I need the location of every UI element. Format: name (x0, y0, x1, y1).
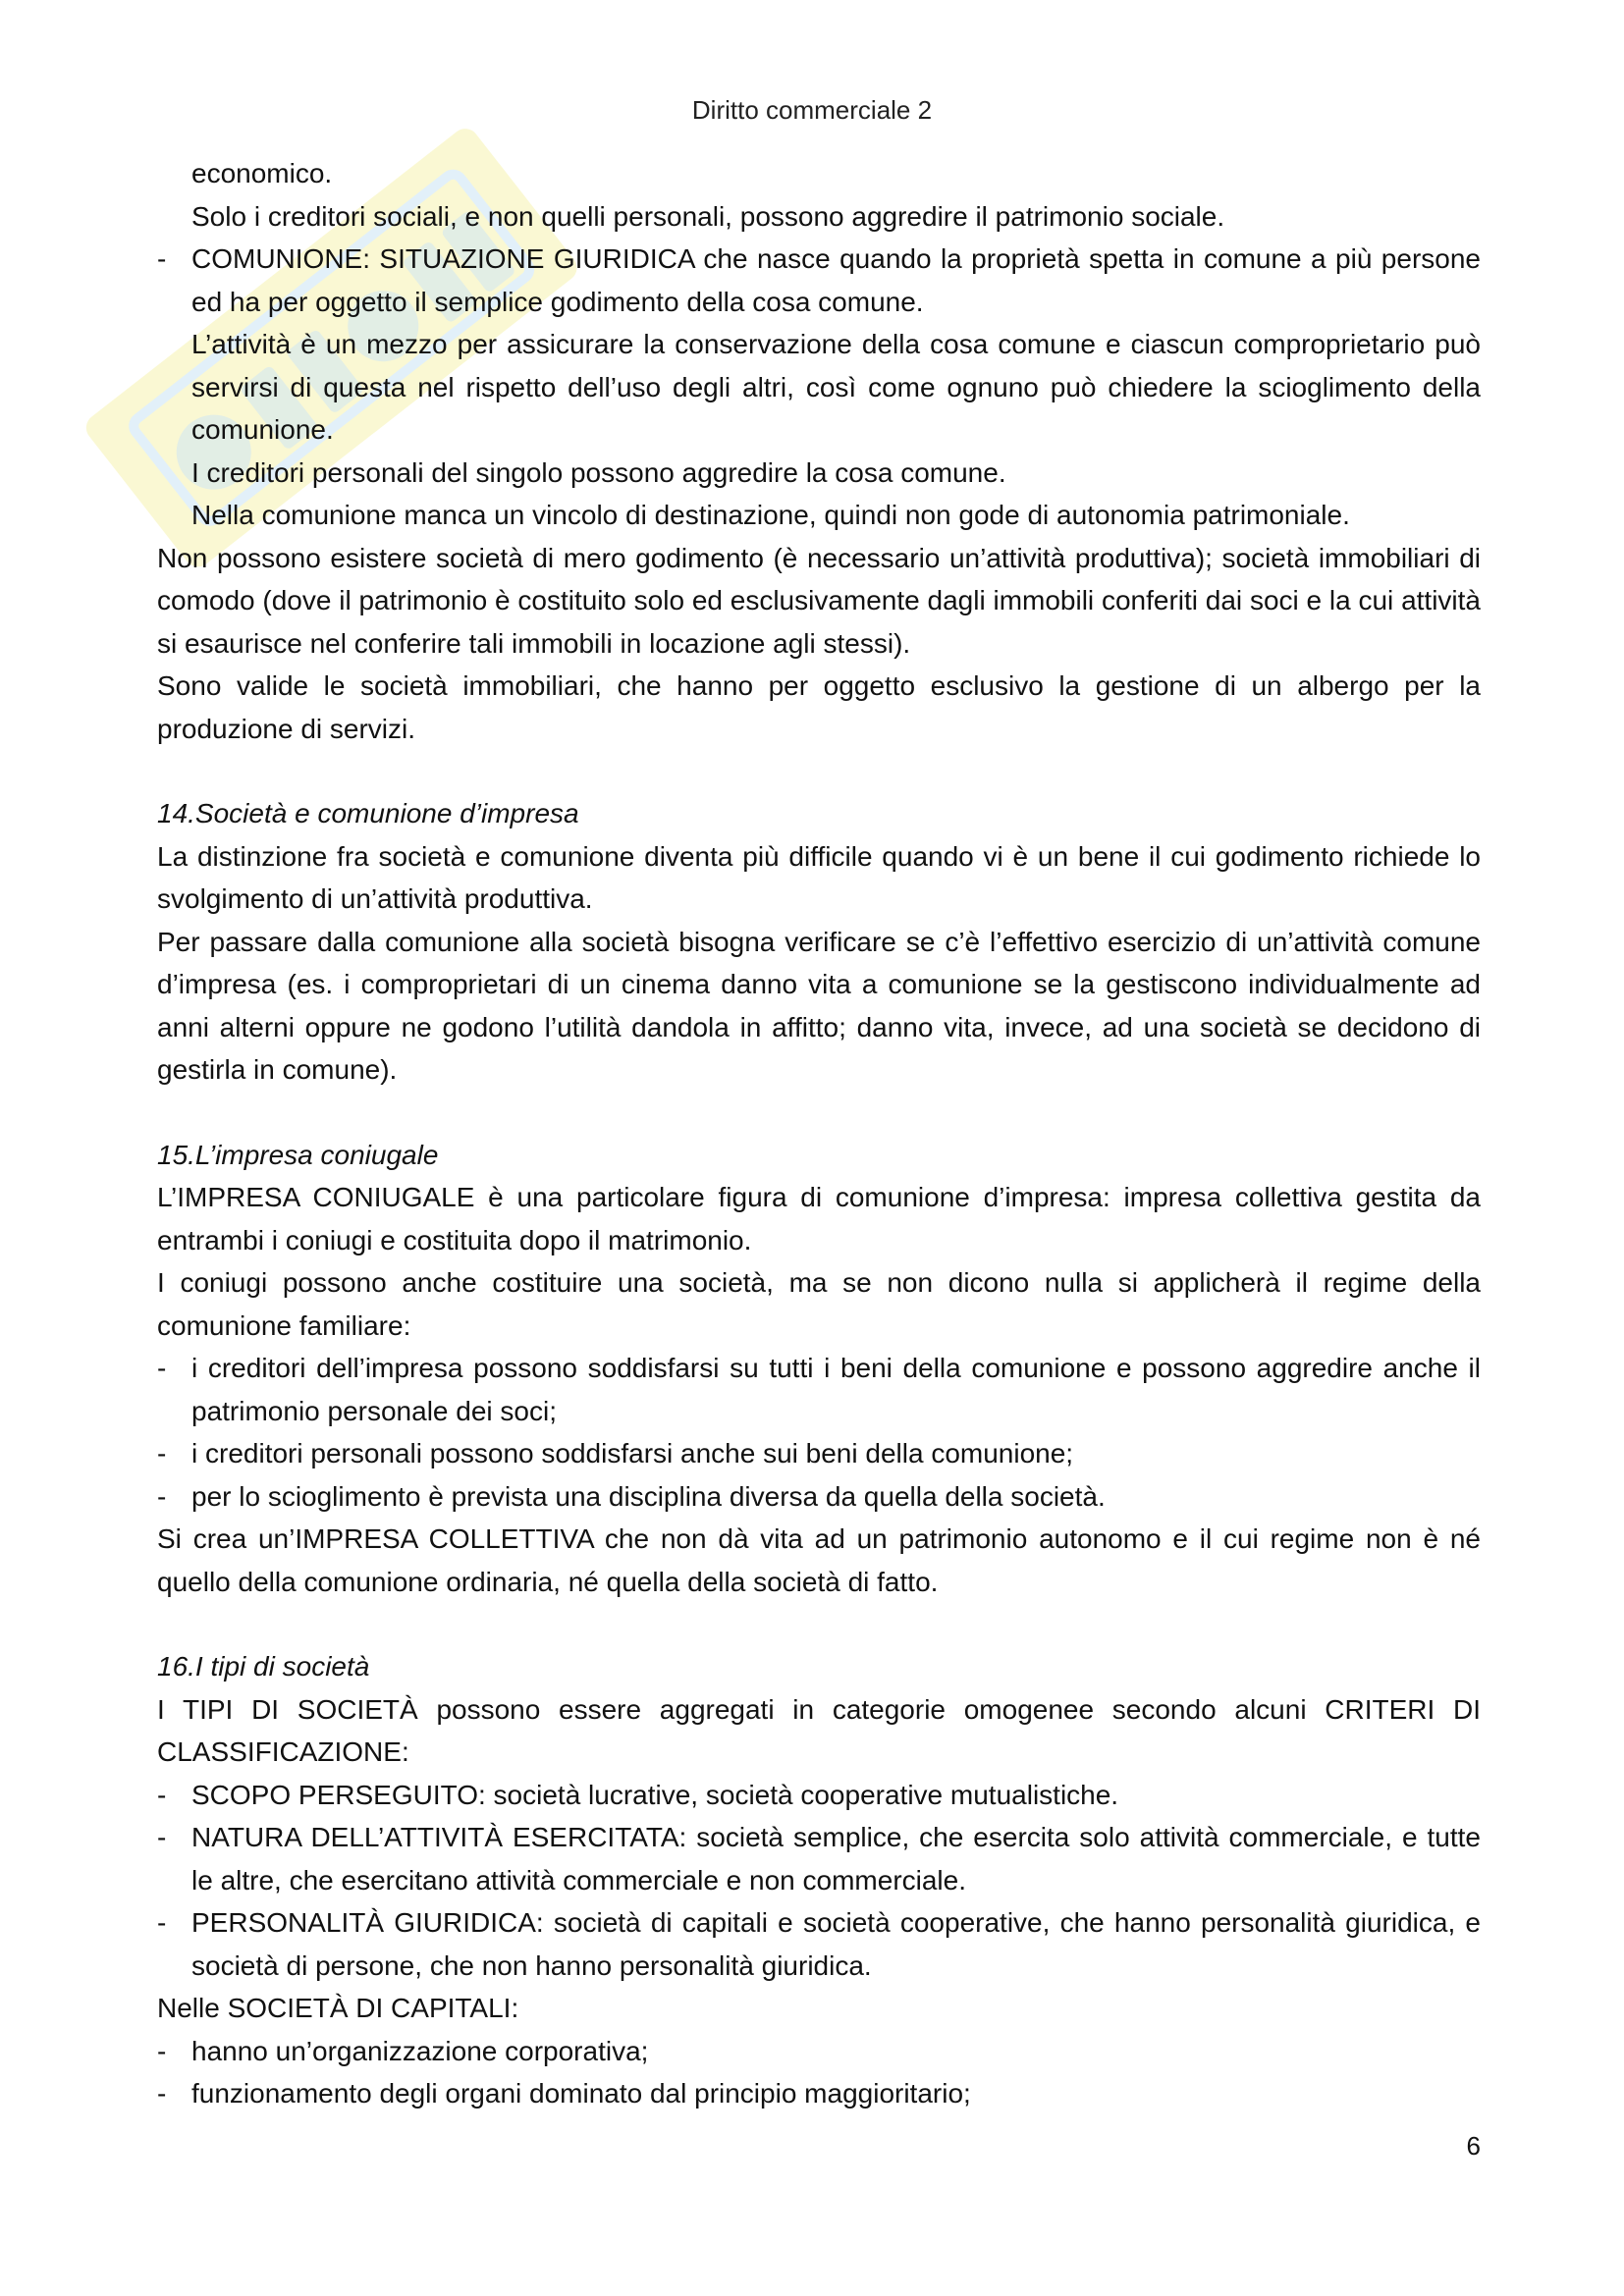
section-heading-15: 15.L’impresa coniugale (157, 1139, 439, 1170)
paragraph: Nella comunione manca un vincolo di destinazione, quindi non gode di autonomia patrimoniale. (191, 500, 1350, 530)
bullet-item: - PERSONALITÀ GIURIDICA: società di capitali e società cooperative, che hanno personalità giuridica, e società di persone, che non hanno personalità giuridica. (157, 1901, 1481, 1987)
bullet-item: - SCOPO PERSEGUITO: società lucrative, società cooperative mutualistiche. (157, 1774, 1481, 1817)
paragraph: Solo i creditori sociali, e non quelli personali, possono aggredire il patrimonio sociale. (191, 200, 1225, 232)
paragraph: La distinzione fra società e comunione diventa più difficile quando vi è un bene il cui godimento richiede lo svolgimento di un’attività produttiva. (157, 840, 1481, 914)
bullet-item: - i creditori dell’impresa possono soddisfarsi su tutti i beni della comunione e possono aggredire anche il patrimonio personale dei soci; (157, 1347, 1481, 1432)
bullet-item: - per lo scioglimento è prevista una disciplina diversa da quella della società. (157, 1475, 1481, 1519)
paragraph: Non possono esistere società di mero godimento (è necessario un’attività produttiva); società immobiliari di comodo (dove il patrimonio è costituito solo ed esclusivamente dagli immobili conferiti dai soci e la cui attività si esaurisce nel conferire tali immobili in locazione agli stessi). (157, 542, 1481, 659)
section-heading-16: 16.I tipi di società (157, 1651, 370, 1682)
running-header: Diritto commerciale 2 (691, 95, 933, 125)
section-heading-14: 14.Società e comunione d’impresa (157, 798, 579, 828)
paragraph: L’IMPRESA CONIUGALE è una particolare figura di comunione d’impresa: impresa collettiva gestita da entrambi i coniugi e costituita dopo il matrimonio. (157, 1182, 1481, 1255)
paragraph: L’attività è un mezzo per assicurare la conservazione della cosa comune e ciascun comproprietario può servirsi di questa nel rispetto dell’uso degli altri, così come ognuno può chiedere la scioglimento della comunione. (191, 329, 1481, 445)
bullet-item: - NATURA DELL’ATTIVITÀ ESERCITATA: società semplice, che esercita solo attività commerciale, e tutte le altre, che esercitano attività commerciale e non commerciale. (157, 1816, 1481, 1901)
bullet-item: - funzionamento degli organi dominato dal principio maggioritario; (157, 2072, 1481, 2115)
bullet-item: - i creditori personali possono soddisfarsi anche sui beni della comunione; (157, 1432, 1481, 1475)
page-content (157, 152, 1481, 2115)
paragraph: Nelle SOCIETÀ DI CAPITALI: (157, 1993, 519, 2023)
paragraph: economico. (191, 158, 333, 188)
paragraph: I creditori personali del singolo possono aggredire la cosa comune. (191, 456, 1006, 488)
paragraph: I TIPI DI SOCIETÀ possono essere aggregati in categorie omogenee secondo alcuni CRITERI DI CLASSIFICAZIONE: (157, 1693, 1481, 1767)
paragraph: Si crea un’IMPRESA COLLETTIVA che non dà vita ad un patrimonio autonomo e il cui regime non è né quello della comunione ordinaria, né quella della società di fatto. (157, 1523, 1481, 1597)
paragraph: Sono valide le società immobiliari, che hanno per oggetto esclusivo la gestione di un albergo per la produzione di servizi. (157, 670, 1481, 744)
bullet-item: - COMUNIONE: SITUAZIONE GIURIDICA che nasce quando la proprietà spetta in comune a più persone ed ha per oggetto il semplice godimento della cosa comune. (157, 238, 1481, 323)
bullet-item: - hanno un’organizzazione corporativa; (157, 2030, 1481, 2073)
paragraph: Per passare dalla comunione alla società bisogna verificare se c’è l’effettivo esercizio di un’attività comune d’impresa (es. i comproprietari di un cinema danno vita a comunione se la gestiscono individualmente ad anni alterni oppure ne godono l’utilità dandola in affitto; danno vita, invece, ad una società se decidono di gestirla in comune). (157, 926, 1481, 1085)
paragraph: I coniugi possono anche costituire una società, ma se non dicono nulla si applicherà il regime della comunione familiare: (157, 1267, 1481, 1341)
page-number: 6 (1466, 2131, 1481, 2161)
